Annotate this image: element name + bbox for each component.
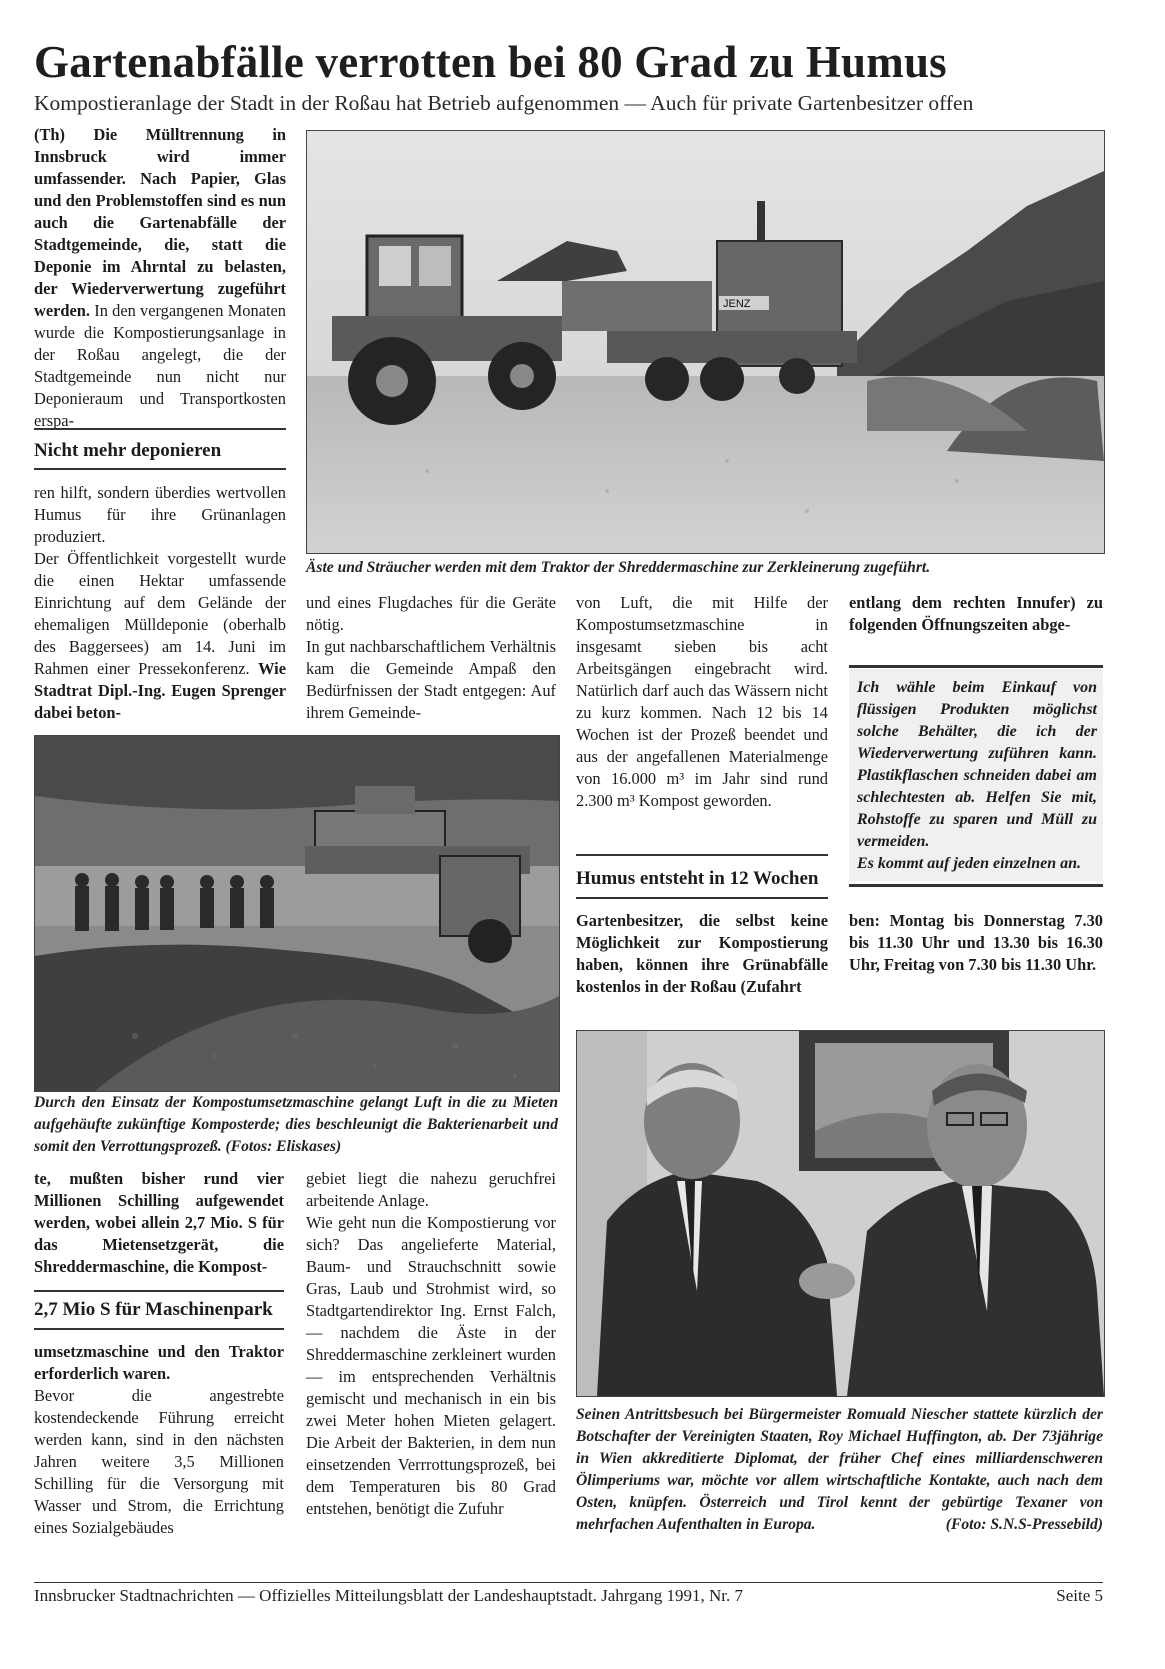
column-3-top — [576, 592, 828, 812]
headline: Gartenabfälle verrotten bei 80 Grad zu Humus — [34, 37, 947, 87]
section-heading-maschinenpark: 2,7 Mio S für Maschinenpark — [34, 1299, 273, 1320]
rule — [34, 468, 286, 470]
footer — [34, 1586, 1103, 1606]
photo-handshake-image — [577, 1031, 1104, 1396]
rule — [34, 1290, 284, 1292]
rule — [576, 897, 828, 899]
quote-text: Ich wähle beim Einkauf von flüssigen Produkten möglichst solche Behälter, die ich der Wiederverwertung zuführen kann. Plastikflaschen schneiden dabei am schlechtesten ab. Helfen Sie mit, Rohstoffe zu sparen und Müll zu vermeiden. — [857, 679, 1097, 850]
photo-tractor-shredder — [306, 130, 1105, 554]
footer-publication: Innsbrucker Stadtnachrichten — Offizielles Mitteilungsblatt der Landeshauptstadt. Jahrgang 1991, Nr. 7 — [34, 1586, 743, 1605]
section-heading-humus: Humus entsteht in 12 Wochen — [576, 868, 819, 889]
rule — [34, 1328, 284, 1330]
quote-box — [849, 669, 1103, 881]
photo-handshake — [576, 1030, 1105, 1397]
caption-handshake-credit: (Foto: S.N.S-Pressebild) — [945, 1516, 1103, 1533]
rule — [34, 428, 286, 430]
caption-handshake — [576, 1404, 1103, 1536]
col1-paragraph-2: ren hilft, sondern überdies wertvollen Humus für ihre Grünanlagen produziert. — [34, 483, 286, 546]
jenz-label: JENZ — [723, 298, 751, 310]
col2-paragraph-1: und eines Flugdaches für die Geräte nötig. — [306, 593, 556, 634]
rule — [849, 884, 1103, 887]
caption-tractor: Äste und Sträucher werden mit dem Traktor der Shreddermaschine zur Zerkleinerung zugeführt. — [306, 559, 931, 576]
col1b-paragraph: Bevor die angestrebte kostendeckende Führung erreicht werden kann, sind in den nächsten Jahren weitere 3,5 Millionen Schilling für die Versorgung mit Wasser und Strom, die Errichtung eines Sozialgebäudes — [34, 1386, 284, 1537]
rule — [849, 665, 1103, 668]
col1-paragraph-3-bold: Wie Stadtrat Dipl.-Ing. Eugen Sprenger dabei beton- — [34, 659, 286, 722]
footer-page-number: Seite 5 — [1056, 1586, 1103, 1605]
col2-paragraph-2: In gut nachbarschaftlichem Verhältnis kam die Gemeinde Ampaß den Bedürfnissen der Stadt entgegen: Auf ihrem Gemeinde- — [306, 637, 556, 722]
column-1-middle — [34, 482, 286, 724]
caption-handshake-text: Seinen Antrittsbesuch bei Bürgermeister Romuald Niescher stattete kürzlich der Botschafter der Vereinigten Staaten, Roy Michael Huffington, ab. Der 73jährige in Wien akkreditierte Diplomat, der früher Chef eines milliardenschweren Ölimperiums war, möchte vor allem wirtschaftliche Kontakte, auch nach dem Osten, knüpfen. Österreich und Tirol kennt der gebürtige Texaner von mehrfachen Aufenthalten in Europa. — [576, 1406, 1103, 1533]
rule — [576, 854, 828, 856]
column-3-bold: Gartenbesitzer, die selbst keine Möglichkeit zur Kompostierung haben, können ihre Grünabfälle kostenlos in der Roßau (Zufahrt — [576, 911, 828, 996]
column-1-top — [34, 124, 286, 432]
column-4-bottom: ben: Montag bis Donnerstag 7.30 bis 11.30 Uhr und 13.30 bis 16.30 Uhr, Freitag von 7.30 bis 11.30 Uhr. — [849, 911, 1103, 974]
quote-closing: Es kommt auf jeden einzelnen an. — [857, 855, 1082, 872]
footer-rule — [34, 1582, 1103, 1583]
col1-paragraph-1: In den vergangenen Monaten wurde die Kompostierungsanlage in der Roßau angelegt, die der Stadtgemeinde nun nicht nur Deponieraum und Transportkosten erspa- — [34, 301, 286, 430]
section-heading-nicht-mehr-deponieren: Nicht mehr deponieren — [34, 440, 222, 461]
photo-compost-turner-image — [35, 736, 559, 1091]
column-2-top — [306, 592, 556, 724]
column-4-top: entlang dem rechten Innufer) zu folgenden Öffnungszeiten abge- — [849, 593, 1103, 634]
col1-paragraph-3: Der Öffentlichkeit vorgestellt wurde die einen Hektar umfassende Einrichtung auf dem Gelände der ehemaligen Mülldeponie (oberhalb des Baggersees) am 14. Juni im Rahmen einer Pressekonferenz. — [34, 549, 286, 678]
col3-paragraph-1: von Luft, die mit Hilfe der Kompostumsetzmaschine in insgesamt sieben bis acht Arbeitsgängen eingebracht wird. Natürlich darf auch das Wässern nicht zu kurz kommen. Nach 12 bis 14 Wochen ist der Prozeß beendet und aus der angefallenen Materialmenge von 16.000 m³ im Jahr sind rund 2.300 m³ Kompost geworden. — [576, 593, 828, 810]
column-2-bottom — [306, 1168, 556, 1520]
col2b-paragraph-2: Wie geht nun die Kompostierung vor sich? Das angelieferte Material, Baum- und Strauchschnitt sowie Gras, Laub und Strohmist wird, so Stadtgartendirektor Ing. Ernst Falch, — nachdem die Äste in der Shreddermaschine zerkleinert wurden — im entsprechenden Verhältnis gemischt und mechanisch in ein bis zwei Meter hohen Mieten gelagert. Die Arbeit der Bakterien, in dem nun einsetzenden Verrrottungsprozeß, bei dem Temperaturen bis 80 Grad entstehen, benötigt die Zufuhr — [306, 1213, 556, 1518]
col1b-bold-2: umsetzmaschine und den Traktor erforderlich waren. — [34, 1342, 284, 1383]
lead-text: (Th) Die Mülltrennung in Innsbruck wird immer umfassender. Nach Papier, Glas und den Problemstoffen sind es nun auch die Gartenabfälle der Stadtgemeinde, die, statt die Deponie im Ahrntal zu belasten, der Wiederverwertung zugeführt werden. — [34, 125, 286, 320]
photo-tractor-shredder-image — [307, 131, 1104, 553]
col2b-paragraph-1: gebiet liegt die nahezu geruchfrei arbeitende Anlage. — [306, 1169, 556, 1210]
photo-compost-turner — [34, 735, 560, 1092]
column-1-bottom — [34, 1341, 284, 1539]
column-1-bottom-bold: te, mußten bisher rund vier Millionen Schilling aufgewendet werden, wobei allein 2,7 Mio. S für das Mietensetzgerät, die Shreddermaschine, die Kompost- — [34, 1169, 284, 1276]
subheadline: Kompostieranlage der Stadt in der Roßau hat Betrieb aufgenommen — Auch für private Gartenbesitzer offen — [34, 91, 974, 115]
caption-compost: Durch den Einsatz der Kompostumsetzmaschine gelangt Luft in die zu Mieten aufgehäufte zukünftige Komposterde; dies beschleunigt die Bakterienarbeit und somit den Verrottungsprozeß. (Fotos: Eliskases) — [34, 1094, 558, 1155]
